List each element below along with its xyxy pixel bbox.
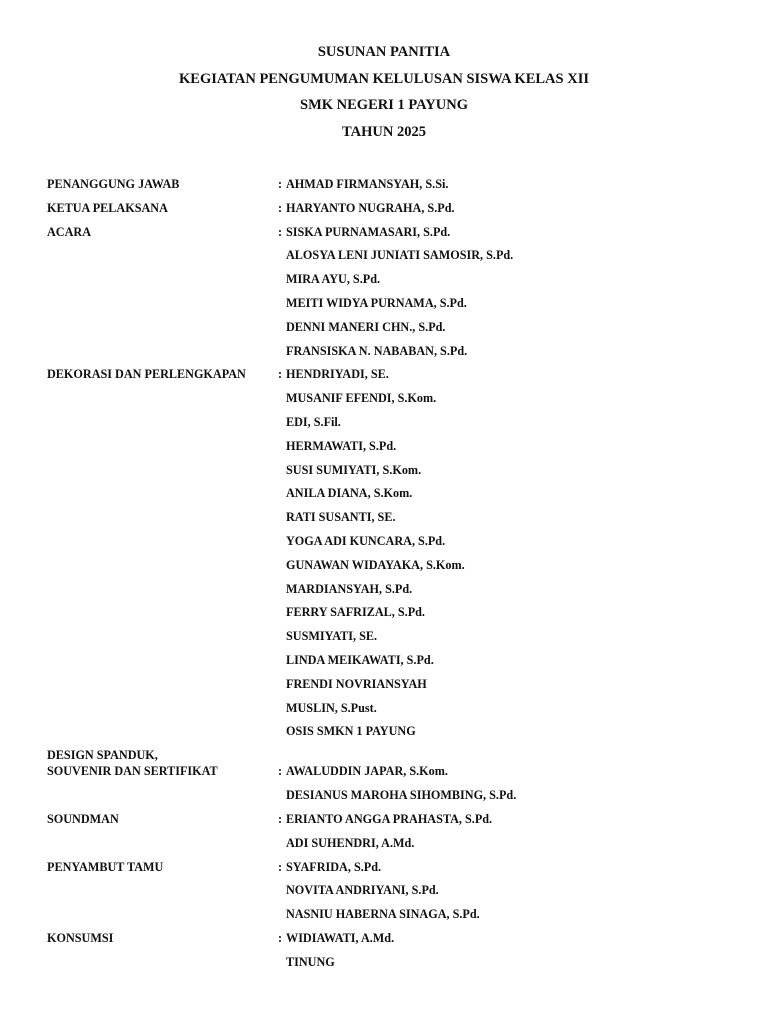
committee-row bbox=[47, 700, 747, 724]
member-name: MIRA AYU, S.Pd. bbox=[286, 272, 381, 287]
committee-row bbox=[47, 224, 747, 248]
member-name: NASNIU HABERNA SINAGA, S.Pd. bbox=[286, 907, 480, 922]
member-name: DENNI MANERI CHN., S.Pd. bbox=[286, 319, 446, 334]
member-name: MUSANIF EFENDI, S.Kom. bbox=[286, 391, 437, 406]
committee-row bbox=[47, 319, 747, 343]
committee-row bbox=[47, 882, 747, 906]
committee-row bbox=[47, 676, 747, 700]
role-label: DESIGN SPANDUK, SOUVENIR DAN SERTIFIKAT bbox=[47, 748, 218, 779]
committee-row bbox=[47, 271, 747, 295]
member-name: FERRY SAFRIZAL, S.Pd. bbox=[286, 605, 425, 620]
committee-row bbox=[47, 343, 747, 367]
member-name: FRENDI NOVRIANSYAH bbox=[286, 676, 427, 691]
member-name: TINUNG bbox=[286, 954, 335, 969]
member-name: : WIDIAWATI, A.Md. bbox=[278, 930, 395, 945]
member-name: NOVITA ANDRIYANI, S.Pd. bbox=[286, 883, 439, 898]
committee-row bbox=[47, 295, 747, 319]
member-name: : HENDRIYADI, SE. bbox=[278, 367, 389, 382]
member-name: YOGA ADI KUNCARA, S.Pd. bbox=[286, 533, 446, 548]
committee-row bbox=[47, 723, 747, 747]
member-name: GUNAWAN WIDAYAKA, S.Kom. bbox=[286, 557, 465, 572]
role-label: DEKORASI DAN PERLENGKAPAN bbox=[47, 367, 246, 382]
member-name: : AWALUDDIN JAPAR, S.Kom. bbox=[278, 764, 448, 779]
member-name: : HARYANTO NUGRAHA, S.Pd. bbox=[278, 200, 455, 215]
committee-row bbox=[47, 438, 747, 462]
committee-row bbox=[47, 533, 747, 557]
committee-list bbox=[47, 176, 747, 978]
member-name: MUSLIN, S.Pust. bbox=[286, 700, 377, 715]
member-name: : AHMAD FIRMANSYAH, S.Si. bbox=[278, 177, 449, 191]
role-label: KETUA PELAKSANA bbox=[47, 200, 168, 215]
member-name: ALOSYA LENI JUNIATI SAMOSIR, S.Pd. bbox=[286, 248, 514, 263]
committee-row bbox=[47, 906, 747, 930]
committee-row bbox=[47, 485, 747, 509]
committee-row bbox=[47, 628, 747, 652]
header-year: TAHUN 2025 bbox=[342, 123, 426, 140]
committee-row bbox=[47, 176, 747, 200]
member-name: : ERIANTO ANGGA PRAHASTA, S.Pd. bbox=[278, 811, 493, 826]
member-name: MARDIANSYAH, S.Pd. bbox=[286, 581, 413, 596]
committee-row bbox=[47, 414, 747, 438]
member-name: MEITI WIDYA PURNAMA, S.Pd. bbox=[286, 295, 467, 310]
document-header bbox=[0, 43, 768, 149]
committee-row bbox=[47, 462, 747, 486]
member-name: SUSMIYATI, SE. bbox=[286, 629, 378, 644]
committee-row bbox=[47, 200, 747, 224]
committee-row bbox=[47, 652, 747, 676]
member-name: LINDA MEIKAWATI, S.Pd. bbox=[286, 652, 434, 667]
member-name: ANILA DIANA, S.Kom. bbox=[286, 486, 413, 501]
committee-row bbox=[47, 604, 747, 628]
committee-row bbox=[47, 247, 747, 271]
committee-row bbox=[47, 787, 747, 811]
member-name: HERMAWATI, S.Pd. bbox=[286, 438, 397, 453]
committee-row bbox=[47, 581, 747, 605]
member-name: EDI, S.Fil. bbox=[286, 414, 341, 429]
member-name: DESIANUS MAROHA SIHOMBING, S.Pd. bbox=[286, 788, 517, 803]
header-school: SMK NEGERI 1 PAYUNG bbox=[300, 97, 468, 113]
header-title: SUSUNAN PANITIA bbox=[317, 44, 451, 60]
header-event: KEGIATAN PENGUMUMAN KELULUSAN SISWA KELAS XII bbox=[179, 70, 589, 87]
committee-row bbox=[47, 835, 747, 859]
committee-row bbox=[47, 390, 747, 414]
role-label: ACARA bbox=[47, 224, 92, 239]
committee-row bbox=[47, 930, 747, 954]
member-name: : SISKA PURNAMASARI, S.Pd. bbox=[278, 224, 451, 239]
committee-row bbox=[47, 811, 747, 835]
member-name: ADI SUHENDRI, A.Md. bbox=[286, 835, 415, 850]
role-label: PENANGGUNG JAWAB bbox=[47, 177, 180, 191]
member-name: SUSI SUMIYATI, S.Kom. bbox=[286, 462, 422, 477]
committee-row bbox=[47, 954, 747, 978]
member-name: OSIS SMKN 1 PAYUNG bbox=[286, 724, 416, 739]
role-label: KONSUMSI bbox=[47, 930, 114, 945]
committee-row bbox=[47, 859, 747, 883]
role-label: PENYAMBUT TAMU bbox=[47, 859, 164, 874]
member-name: RATI SUSANTI, SE. bbox=[286, 510, 396, 525]
member-name: FRANSISKA N. NABABAN, S.Pd. bbox=[286, 343, 468, 358]
member-name: : SYAFRIDA, S.Pd. bbox=[278, 859, 382, 874]
committee-row bbox=[47, 557, 747, 581]
committee-row bbox=[47, 366, 747, 390]
role-label: SOUNDMAN bbox=[47, 811, 119, 826]
committee-row bbox=[47, 509, 747, 533]
